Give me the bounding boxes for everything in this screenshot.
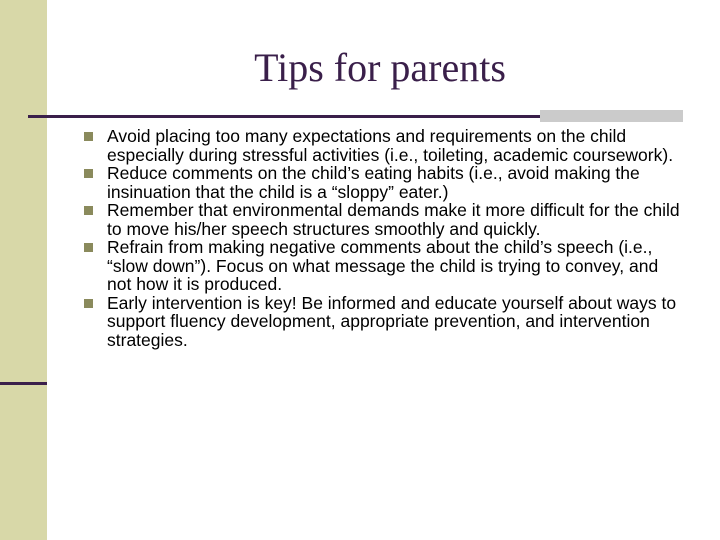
slide-title: Tips for parents — [254, 45, 506, 90]
title-underline-accent — [540, 110, 683, 122]
square-bullet-icon — [84, 206, 93, 215]
bullet-text: Remember that environmental demands make it more difficult for the child to move his/her speech structures smoothly and quickly. — [107, 200, 680, 239]
bullet-item — [84, 164, 684, 201]
square-bullet-icon — [84, 243, 93, 252]
square-bullet-icon — [84, 299, 93, 308]
square-bullet-icon — [84, 132, 93, 141]
left-bar-divider — [0, 382, 47, 385]
bullet-item — [84, 294, 684, 350]
bullet-item — [84, 238, 684, 294]
bullet-item — [84, 127, 684, 164]
bullet-text: Early intervention is key! Be informed and educate yourself about ways to support fluency development, appropriate prevention, and intervention strategies. — [107, 292, 677, 350]
square-bullet-icon — [84, 169, 93, 178]
bullet-list — [84, 127, 684, 349]
bullet-item — [84, 201, 684, 238]
title-underline — [28, 115, 540, 118]
bullet-text: Reduce comments on the child’s eating habits (i.e., avoid making the insinuation that the child is a “sloppy” eater.) — [107, 163, 640, 202]
bullet-text: Refrain from making negative comments about the child’s speech (i.e., “slow down”). Focus on what message the child is trying to convey, and not how it is produced. — [107, 237, 659, 294]
bullet-text: Avoid placing too many expectations and requirements on the child especially during stressful activities (i.e., toileting, academic coursework). — [107, 126, 674, 165]
